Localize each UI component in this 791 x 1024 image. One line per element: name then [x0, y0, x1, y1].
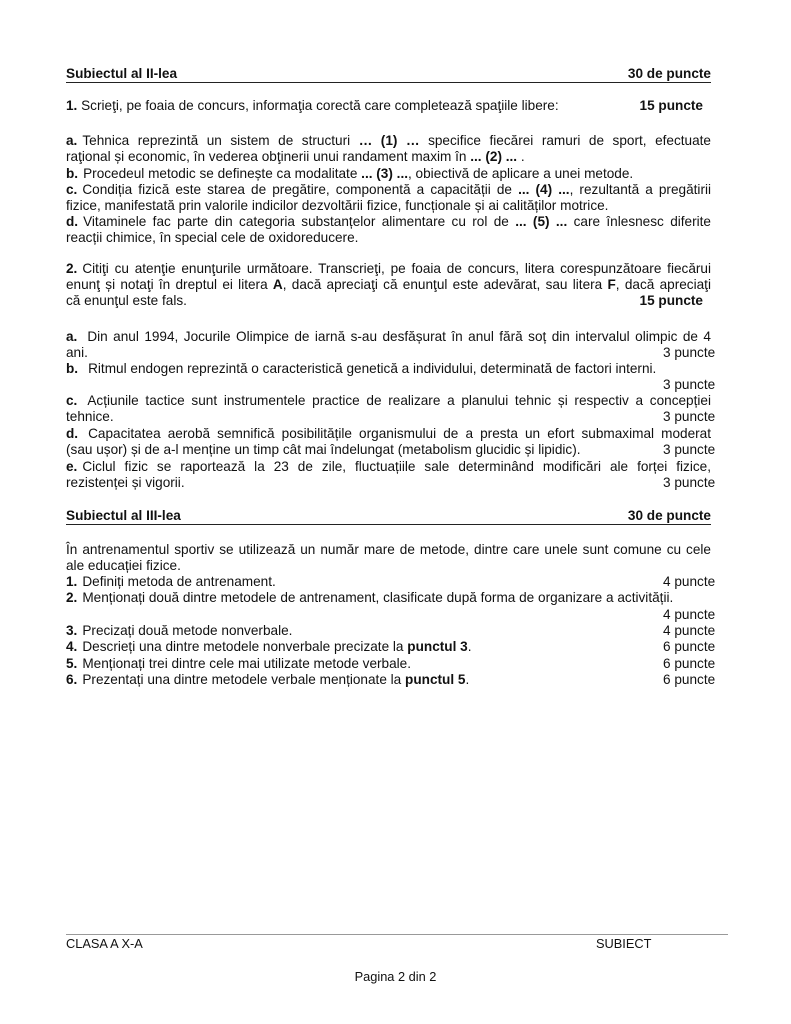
item-points: 4 puncte — [663, 623, 716, 638]
q2-line — [66, 328, 711, 345]
item-label: e. — [66, 459, 78, 474]
q2-line — [66, 292, 711, 309]
q2-line — [66, 474, 716, 491]
emphasis-text: ... (5) ... — [515, 214, 568, 229]
item-label: c. — [66, 393, 78, 408]
q2-line — [66, 344, 716, 361]
item-label: d. — [66, 426, 79, 441]
item-points: 4 puncte — [663, 607, 716, 622]
item-points: 6 puncte — [663, 672, 716, 687]
q1-line — [66, 181, 711, 198]
item-text: Menționați două dintre metodele de antrenament, clasificate după forma de organizare a activității. — [82, 590, 674, 605]
item-points: 6 puncte — [663, 639, 716, 654]
s3-line — [66, 655, 716, 672]
item-text: . — [465, 672, 470, 687]
item-label: 5. — [66, 656, 78, 671]
item-text: Condiția fizică este starea de pregătire, componentă a capacității de — [82, 182, 519, 197]
subject-2-title: Subiectul al II-lea — [66, 66, 178, 81]
s3-line — [66, 606, 716, 623]
question-points: 15 puncte — [639, 293, 703, 308]
subject-2-header — [66, 65, 711, 83]
subject-3-points: 30 de puncte — [627, 508, 711, 523]
item-text: Vitaminele fac parte din categoria substanțelor alimentare cu rol de — [83, 214, 516, 229]
item-text: tehnice. — [66, 409, 114, 424]
item-points: 3 puncte — [663, 377, 716, 392]
item-points: 3 puncte — [663, 475, 716, 490]
footer-type: SUBIECT — [596, 936, 652, 951]
subject-3-title: Subiectul al III-lea — [66, 508, 181, 523]
item-points: 3 puncte — [663, 442, 716, 457]
item-text: . — [517, 149, 525, 164]
emphasis-text: ... (3) ... — [361, 166, 408, 181]
item-label: 4. — [66, 639, 78, 654]
item-text: Din anul 1994, Jocurile Olimpice de iarnă s-au desfășurat în anul fără soț din intervalul olimpic de 4 — [87, 329, 711, 344]
item-text: că enunţul este fals. — [66, 293, 187, 308]
s3-line — [66, 589, 711, 606]
item-text: . — [467, 639, 472, 654]
item-text: Procedeul metodic se definește ca modalitate — [83, 166, 362, 181]
item-text: Menționați trei dintre cele mai utilizate metode verbale. — [82, 656, 412, 671]
item-text: Precizați două metode nonverbale. — [82, 623, 293, 638]
item-text: Prezentați una dintre metodele verbale menționate la — [82, 672, 406, 687]
emphasis-text: ... (4) ... — [518, 182, 570, 197]
s3-line — [66, 671, 716, 688]
s3-line — [66, 638, 716, 655]
q2-line — [66, 408, 716, 425]
question-1-prompt — [66, 97, 711, 114]
footer-class: CLASA A X-A — [66, 936, 143, 951]
emphasis-text: ... (2) ... — [470, 149, 518, 164]
item-label: d. — [66, 214, 79, 229]
q2-line — [66, 260, 711, 277]
item-text: În antrenamentul sportiv se utilizează un număr mare de metode, dintre care unele sunt comune cu cele — [66, 542, 711, 557]
q1-line — [66, 229, 711, 246]
q2-line — [66, 458, 711, 475]
q2-line — [66, 425, 711, 442]
q2-line — [66, 360, 711, 377]
item-label: 6. — [66, 672, 78, 687]
item-text: (sau ușor) și de a-l menține un timp cât mai îndelungat (metabolism glucidic și lipidic). — [66, 442, 581, 457]
emphasis-text: … (1) … — [358, 133, 420, 148]
item-text: Descrieți una dintre metodele nonverbale precizate la — [82, 639, 408, 654]
item-points: 3 puncte — [663, 409, 716, 424]
item-text: Tehnica reprezintă un sistem de structuri — [82, 133, 359, 148]
q2-line — [66, 392, 711, 409]
item-points: 4 puncte — [663, 574, 716, 589]
item-label: 2. — [66, 590, 78, 605]
item-text: , rezultantă a pregătirii — [569, 182, 712, 197]
item-text: Citiţi cu atenţie enunţurile următoare. Transcrieţi, pe foaia de concurs, litera corespunzătoare fiecărui — [82, 261, 711, 276]
emphasis-text: A — [272, 277, 283, 292]
item-text: enunţ și notaţi în dreptul ei litera — [66, 277, 273, 292]
question-1-number: 1. — [66, 98, 78, 113]
q1-line — [66, 165, 711, 182]
item-text: ani. — [66, 345, 88, 360]
subject-2-points: 30 de puncte — [627, 66, 711, 81]
item-label: b. — [66, 166, 79, 181]
page-number: Pagina 2 din 2 — [354, 969, 437, 984]
emphasis-text: punctul 3 — [407, 639, 468, 654]
emphasis-text: punctul 5 — [405, 672, 466, 687]
item-text: Capacitatea aerobă semnifică posibilitățile organismului de a presta un efort submaximal moderat — [88, 426, 711, 441]
item-label: 2. — [66, 261, 78, 276]
item-label: a. — [66, 133, 78, 148]
item-text: Ciclul fizic se raportează la 23 de zile, fluctuațiile sale determinând modificări ale forței fizice, — [82, 459, 711, 474]
s3-line — [66, 622, 716, 639]
item-label: a. — [66, 329, 78, 344]
item-text: raţional și economic, în vederea obţinerii unui randament maxim în — [66, 149, 471, 164]
emphasis-text: F — [607, 277, 616, 292]
item-text: care înlesnesc diferite — [567, 214, 711, 229]
item-text: reacții chimice, în special cele de oxidoreducere. — [66, 230, 359, 245]
item-label: 3. — [66, 623, 78, 638]
q1-line — [66, 213, 711, 230]
item-text: Ritmul endogen reprezintă o caracteristică genetică a individului, determinată de factori interni. — [88, 361, 657, 376]
q1-line — [66, 197, 711, 214]
item-text: Acțiunile tactice sunt instrumentele practice de realizare a planului tehnic și respectiv a concepției — [87, 393, 711, 408]
question-1-text: Scrieţi, pe foaia de concurs, informaţia corectă care completează spaţiile libere: — [77, 98, 559, 113]
q2-line — [66, 441, 716, 458]
item-label: 1. — [66, 574, 78, 589]
item-text: fizice, manifestată prin valorile indicilor dezvoltării fizice, funcționale și ai calităților motrice. — [66, 198, 609, 213]
question-1-points: 15 puncte — [639, 98, 703, 113]
q1-line — [66, 148, 711, 165]
s3-line — [66, 557, 711, 574]
item-text: rezistenței și vigorii. — [66, 475, 185, 490]
q2-line — [66, 376, 716, 393]
item-text: Definiți metoda de antrenament. — [82, 574, 276, 589]
s3-line — [66, 541, 711, 558]
item-text: , obiectivă de aplicare a unei metode. — [408, 166, 634, 181]
item-text: , dacă apreciaţi că enunţul este adevărat, sau litera — [282, 277, 608, 292]
item-label: c. — [66, 182, 78, 197]
item-points: 6 puncte — [663, 656, 716, 671]
q1-line — [66, 132, 711, 149]
item-points: 3 puncte — [663, 345, 716, 360]
subject-3-header — [66, 507, 711, 525]
item-text: ale educației fizice. — [66, 558, 181, 573]
q2-line — [66, 276, 711, 293]
footer-divider — [66, 934, 728, 935]
item-text: specifice fiecărei ramuri de sport, efectuate — [419, 133, 711, 148]
item-label: b. — [66, 361, 79, 376]
s3-line — [66, 573, 716, 590]
item-text: , dacă apreciaţi — [615, 277, 711, 292]
